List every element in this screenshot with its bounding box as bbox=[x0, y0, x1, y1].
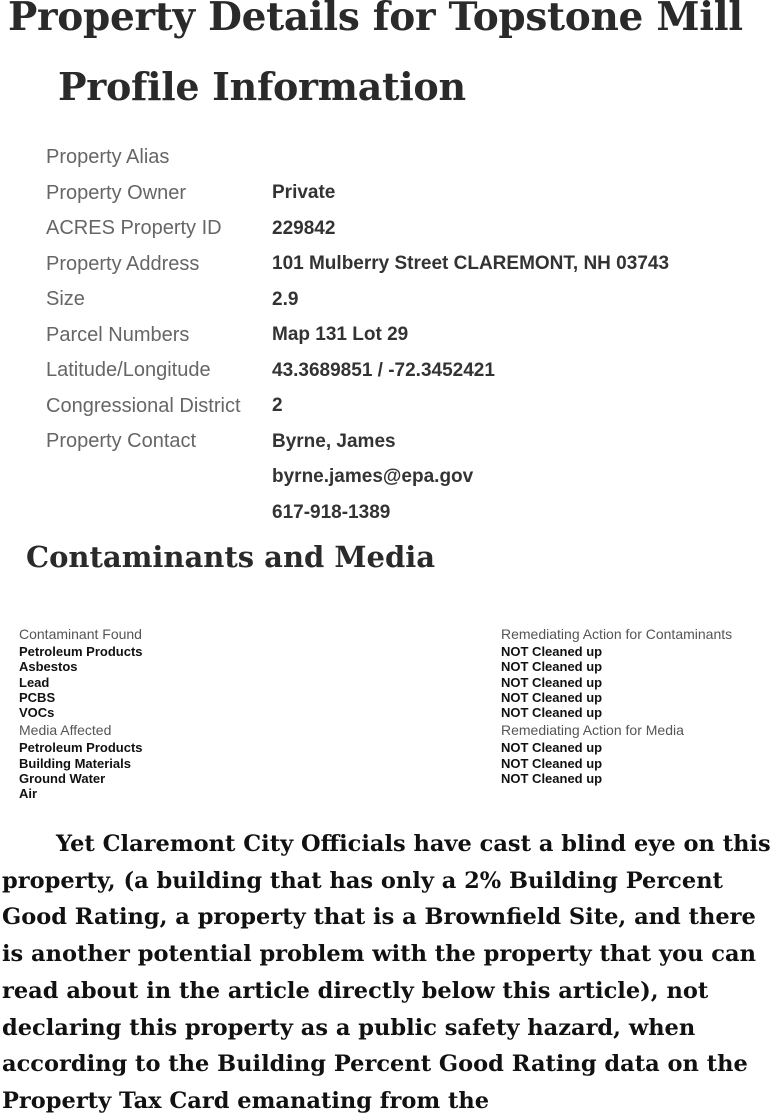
profile-label bbox=[46, 460, 272, 496]
profile-row-latlong bbox=[46, 353, 669, 389]
profile-label: Size bbox=[46, 288, 85, 311]
profile-row-contact-email bbox=[46, 460, 669, 496]
profile-label: Parcel Numbers bbox=[46, 323, 190, 346]
profile-label: Congressional District bbox=[46, 394, 241, 417]
contaminant-action: NOT Cleaned up bbox=[501, 705, 603, 721]
media-item: Building Materials bbox=[19, 755, 131, 771]
media-action: NOT Cleaned up bbox=[501, 755, 603, 771]
profile-row-alias bbox=[46, 140, 669, 176]
contaminants-left-column bbox=[19, 624, 459, 802]
profile-row-owner bbox=[46, 176, 669, 212]
profile-label: ACRES Property ID bbox=[46, 217, 222, 240]
article-paragraph: Yet Claremont City Officials have cast a blind eye on this property, (a building that has only a 2% Building Percent Good Rating, a property that is a Brownfield Site, and there is another potential problem with the property that you can read about in the article directly below this article), not declaring this property as a public safety hazard, when according to the Building Percent Good Rating data on the Property Tax Card emanating from the bbox=[2, 831, 771, 1114]
profile-value: 229842 bbox=[272, 217, 336, 239]
profile-value: Byrne, James bbox=[272, 430, 396, 452]
contaminant-item: Asbestos bbox=[19, 659, 78, 675]
profile-value: 2.9 bbox=[272, 288, 299, 310]
profile-row-contact bbox=[46, 424, 669, 460]
profile-row-address bbox=[46, 247, 669, 283]
profile-label: Property Contact bbox=[46, 430, 197, 453]
profile-row-size bbox=[46, 282, 669, 318]
contaminant-item: Lead bbox=[19, 674, 50, 690]
contaminants-section-title: Contaminants and Media bbox=[26, 540, 436, 574]
profile-label bbox=[46, 495, 272, 531]
contaminant-item: Petroleum Products bbox=[19, 644, 143, 659]
media-remediation-header: Remediating Action for Media bbox=[501, 722, 684, 739]
media-affected-header: Media Affected bbox=[19, 722, 112, 739]
profile-label: Property Owner bbox=[46, 181, 187, 204]
profile-value bbox=[272, 140, 669, 176]
profile-label: Latitude/Longitude bbox=[46, 359, 211, 382]
media-item: Petroleum Products bbox=[19, 740, 143, 756]
contaminant-action: NOT Cleaned up bbox=[501, 659, 603, 675]
media-action: NOT Cleaned up bbox=[501, 771, 603, 787]
profile-row-parcel bbox=[46, 318, 669, 354]
contaminant-item: VOCs bbox=[19, 705, 55, 721]
profile-value: 101 Mulberry Street CLAREMONT, NH 03743 bbox=[272, 253, 670, 275]
contact-email: byrne.james@epa.gov bbox=[272, 466, 474, 488]
contaminant-found-header: Contaminant Found bbox=[19, 626, 142, 642]
contaminant-action: NOT Cleaned up bbox=[501, 674, 603, 690]
profile-label: Property Alias bbox=[46, 146, 170, 169]
contaminant-action: NOT Cleaned up bbox=[501, 644, 603, 659]
media-item: Air bbox=[19, 786, 38, 802]
media-action: NOT Cleaned up bbox=[501, 740, 603, 756]
profile-table bbox=[46, 140, 669, 531]
contact-phone: 617-918-1389 bbox=[272, 501, 391, 523]
profile-value: 2 bbox=[272, 395, 283, 417]
contaminant-item: PCBS bbox=[19, 689, 56, 705]
page-title: Property Details for Topstone Mill bbox=[8, 0, 743, 40]
media-item: Ground Water bbox=[19, 771, 106, 787]
contaminant-action: NOT Cleaned up bbox=[501, 689, 603, 705]
profile-row-contact-phone bbox=[46, 495, 669, 531]
contaminants-right-column bbox=[501, 624, 771, 786]
profile-row-district bbox=[46, 389, 669, 425]
profile-label: Property Address bbox=[46, 252, 200, 275]
contaminant-remediation-header: Remediating Action for Contaminants bbox=[501, 626, 733, 642]
profile-value: 43.3689851 / -72.3452421 bbox=[272, 359, 495, 381]
profile-row-acres-id bbox=[46, 211, 669, 247]
profile-value: Map 131 Lot 29 bbox=[272, 324, 409, 346]
profile-value: Private bbox=[272, 182, 336, 204]
profile-section-title: Profile Information bbox=[58, 64, 466, 109]
